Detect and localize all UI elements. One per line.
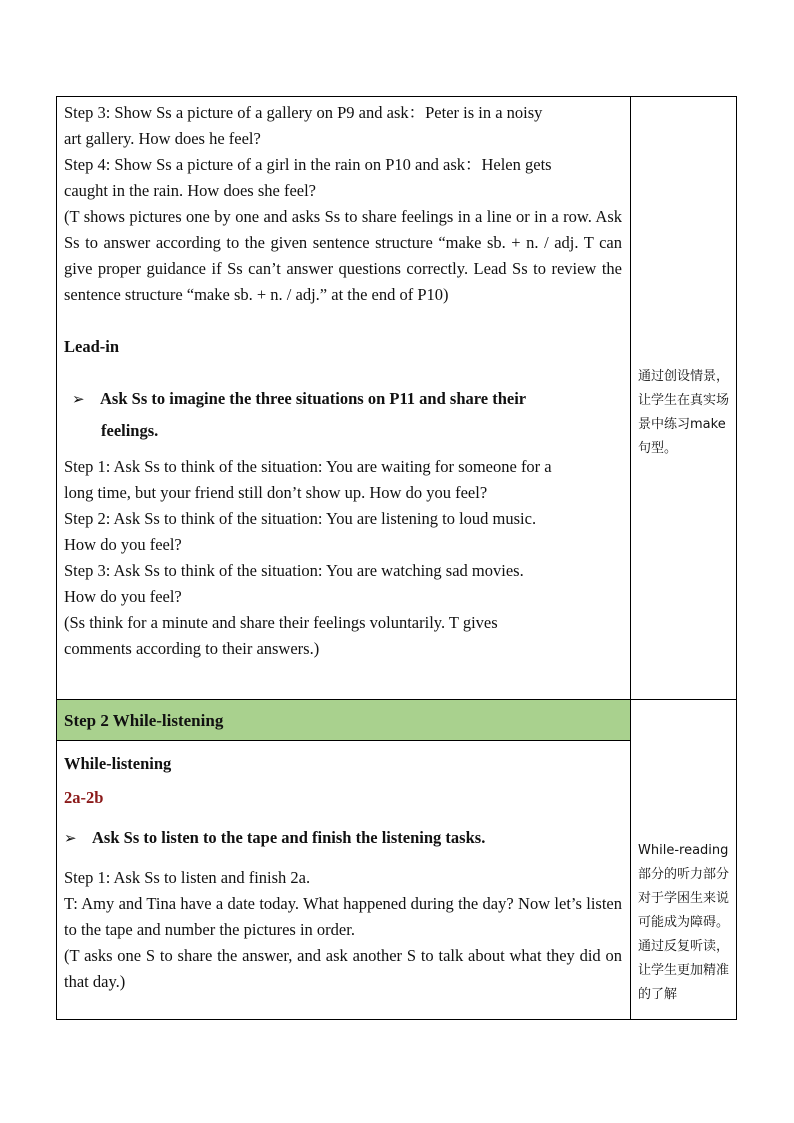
text-line: Step 3: Ask Ss to think of the situation: You are watching sad movies. [64, 561, 524, 580]
text-line: Step 1: Ask Ss to listen and finish 2a. [64, 868, 311, 887]
section2-main-cell [64, 751, 622, 995]
spacer [64, 446, 622, 454]
bullet-text: Ask Ss to imagine the three situations on P11 and share their [100, 389, 527, 408]
text-line: (Ss think for a minute and share their feelings voluntarily. T gives [64, 613, 498, 632]
text-line: Step 4: Show Ss a picture of a girl in the rain on P10 and ask：Helen gets [64, 155, 552, 174]
spacer [64, 360, 622, 382]
column-divider [630, 97, 631, 1019]
section2-note-cell [638, 839, 734, 1007]
text-line: caught in the rain. How does she feel? [64, 181, 316, 200]
bullet-text-continued: feelings. [101, 421, 159, 440]
text-line: comments according to their answers.) [64, 639, 320, 658]
text-line: How do you feel? [64, 535, 182, 554]
while-listening-heading: While-listening [64, 754, 172, 773]
spacer [64, 777, 622, 785]
text-line: long time, but your friend still don’t show up. How do you feel? [64, 483, 488, 502]
design-rationale-note: 通过创设情景，让学生在真实场景中练习make句型。 [638, 369, 730, 456]
section1-note-cell [638, 365, 734, 461]
spacer [64, 855, 622, 865]
step-band-header: Step 2 While-listening [57, 700, 630, 741]
teacher-note: (T asks one S to share the answer, and ask another S to talk about what they did on that day.) [64, 946, 622, 991]
design-rationale-note: While-reading 部分的听力部分对于学困生来说可能成为障碍。通过反复听读，让学生更加精准的了解 [638, 843, 730, 1002]
bullet-item [64, 382, 622, 416]
spacer [64, 811, 622, 821]
bullet-item [64, 821, 622, 855]
text-line: Step 3: Show Ss a picture of a gallery on P9 and ask：Peter is in a noisy [64, 103, 543, 122]
lead-in-heading: Lead-in [64, 337, 120, 356]
text-line: art gallery. How does he feel? [64, 129, 261, 148]
teacher-line: T: Amy and Tina have a date today. What happened during the day? Now let’s listen to the tape and number the pictures in order. [64, 894, 622, 939]
section1-main-cell [64, 100, 622, 662]
lesson-plan-table [56, 96, 737, 1020]
bullet-text: Ask Ss to listen to the tape and finish the listening tasks. [92, 828, 486, 847]
text-line: How do you feel? [64, 587, 182, 606]
arrow-bullet-icon: ➢ [64, 829, 77, 847]
arrow-bullet-icon: ➢ [72, 390, 85, 408]
spacer [64, 308, 622, 334]
text-line: Step 1: Ask Ss to think of the situation: You are waiting for someone for a [64, 457, 552, 476]
text-line: Step 2: Ask Ss to think of the situation: You are listening to loud music. [64, 509, 537, 528]
teacher-note: (T shows pictures one by one and asks Ss to share feelings in a line or in a row. Ask Ss to answer according to the given sentence structure “make sb. + n. / adj. T can give proper guidance if Ss can’t answer questions correctly. Lead Ss to review the sentence structure “make sb. + n. / adj.” at the end of P10) [64, 207, 622, 304]
activity-code: 2a-2b [64, 788, 104, 807]
